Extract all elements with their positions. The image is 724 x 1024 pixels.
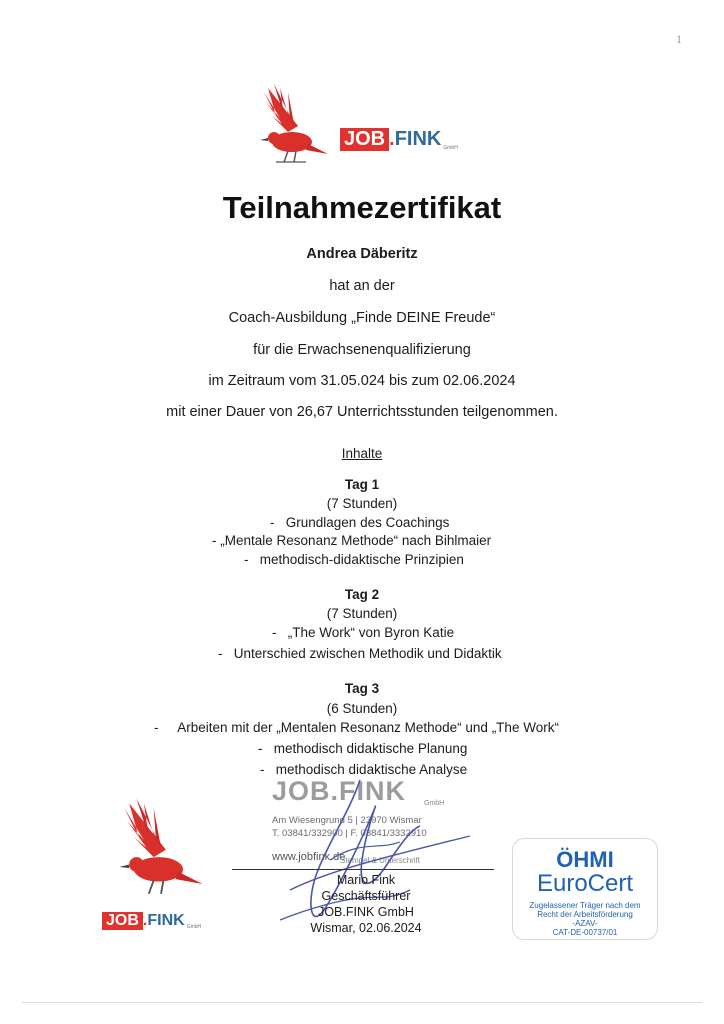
badge-cert-number: CAT-DE-00737/01 bbox=[552, 928, 618, 937]
content-item bbox=[270, 515, 449, 530]
badge-eurocert: EuroCert bbox=[536, 870, 634, 897]
day-title: Tag 2 bbox=[344, 587, 380, 602]
contents-heading: Inhalte bbox=[341, 446, 383, 461]
stamp-company-name: JOB.FINK bbox=[272, 776, 407, 806]
badge-text-2: Recht der Arbeitsförderung bbox=[537, 910, 633, 919]
stamp-address: Am Wiesengrund 5 | 23970 Wismar bbox=[272, 815, 422, 826]
signatory-name: Mario Fink bbox=[336, 873, 396, 887]
duration-line: mit einer Dauer von 26,67 Unterrichtsstunden teilgenommen. bbox=[166, 404, 558, 420]
signatory-company: JOB.FINK GmbH bbox=[318, 905, 414, 919]
stamp-caption: Stempel & Unterschrift bbox=[340, 856, 421, 865]
bullet-dash: - bbox=[244, 552, 249, 567]
bullet-dash: - bbox=[272, 625, 277, 640]
jobfink-wordmark bbox=[102, 912, 201, 930]
finch-bird-icon bbox=[106, 796, 216, 906]
stamp-web: www.jobfink.de bbox=[272, 851, 346, 863]
signatory-place-date: Wismar, 02.06.2024 bbox=[310, 921, 422, 935]
bullet-dash: - bbox=[270, 515, 275, 530]
item-text: methodisch-didaktische Prinzipien bbox=[259, 552, 464, 567]
logo-job: JOB bbox=[102, 912, 143, 930]
oehmi-eurocert-badge bbox=[512, 838, 658, 940]
period-line: im Zeitraum vom 31.05.024 bis zum 02.06.2024 bbox=[208, 373, 516, 389]
stamp-gmbh: GmbH bbox=[424, 800, 445, 807]
stamp-phone: T. 03841/332900 | F. 03841/3332910 bbox=[272, 828, 427, 839]
jobfink-logo-bottom bbox=[96, 796, 216, 936]
item-text: „Mentale Resonanz Methode“ nach Bihlmaier bbox=[220, 533, 492, 548]
day-title: Tag 3 bbox=[344, 681, 380, 696]
badge-text-1: Zugelassener Träger nach dem bbox=[529, 901, 641, 910]
day-hours: (7 Stunden) bbox=[326, 496, 398, 511]
content-item bbox=[244, 552, 464, 567]
bullet-dash: - bbox=[154, 720, 159, 735]
logo-fink: FINK bbox=[147, 912, 185, 929]
badge-text-3: -AZAV- bbox=[572, 919, 598, 928]
purpose-line: für die Erwachsenenqualifizierung bbox=[253, 342, 471, 358]
logo-dot: . bbox=[142, 912, 148, 929]
item-text: methodisch didaktische Planung bbox=[273, 741, 468, 756]
bullet-dash: - bbox=[260, 762, 265, 777]
logo-job: JOB bbox=[340, 128, 389, 151]
badge-ohmi: ÖHMI bbox=[556, 847, 614, 872]
day-hours: (7 Stunden) bbox=[326, 606, 398, 621]
content-item bbox=[218, 646, 502, 661]
finch-bird-icon bbox=[254, 82, 334, 172]
logo-gmbh: GmbH bbox=[186, 924, 202, 930]
content-item bbox=[272, 625, 454, 640]
day-title: Tag 1 bbox=[344, 477, 380, 492]
intro-line: hat an der bbox=[329, 278, 395, 294]
logo-fink: FINK bbox=[394, 128, 442, 150]
item-text: methodisch didaktische Analyse bbox=[275, 762, 468, 777]
signature-line bbox=[232, 869, 494, 870]
bullet-dash: - bbox=[258, 741, 263, 756]
content-item bbox=[154, 720, 559, 735]
signatory-role: Geschäftsführer bbox=[321, 889, 411, 903]
content-item bbox=[212, 533, 491, 548]
bullet-dash: - bbox=[212, 533, 217, 548]
participant-name: Andrea Däberitz bbox=[306, 246, 418, 262]
jobfink-wordmark bbox=[340, 128, 458, 151]
item-text: Arbeiten mit der „Mentalen Resonanz Methode“ und „The Work“ bbox=[177, 720, 559, 735]
item-text: Unterschied zwischen Methodik und Didaktik bbox=[233, 646, 502, 661]
day-hours: (6 Stunden) bbox=[326, 701, 398, 716]
item-text: Grundlagen des Coachings bbox=[285, 515, 450, 530]
page-number: 1 bbox=[676, 32, 682, 46]
logo-dot: . bbox=[389, 128, 395, 150]
course-line: Coach-Ausbildung „Finde DEINE Freude“ bbox=[228, 310, 496, 326]
jobfink-logo-top bbox=[254, 82, 484, 172]
logo-gmbh: GmbH bbox=[443, 145, 458, 151]
certificate-title: Teilnahmezertifikat bbox=[222, 190, 502, 225]
item-text: „The Work“ von Byron Katie bbox=[287, 625, 455, 640]
page-bottom-edge bbox=[22, 1002, 702, 1003]
content-item bbox=[258, 741, 467, 756]
bullet-dash: - bbox=[218, 646, 223, 661]
